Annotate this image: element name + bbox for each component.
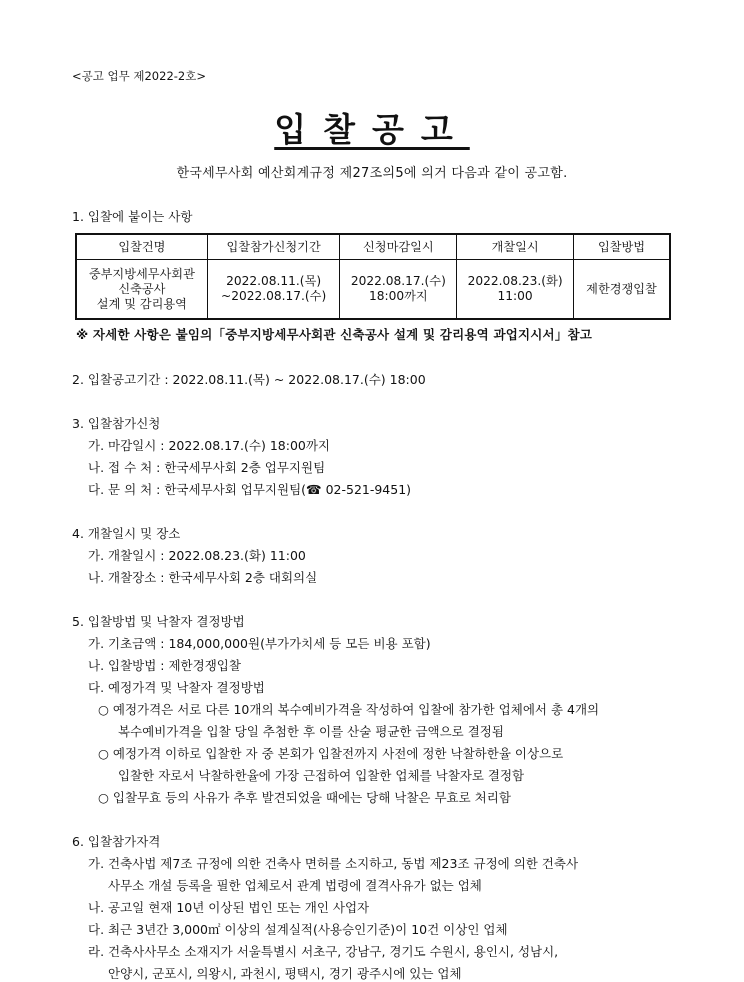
list-item: 나. 개찰장소 : 한국세무사회 2층 대회의실 [88, 570, 318, 585]
bullet-item: ○ 예정가격은 서로 다른 10개의 복수예비가격을 작성하여 입찰에 참가한 업체에서 총 4개의 [98, 702, 600, 717]
table-header-cell: 입찰참가신청기간 [207, 234, 340, 260]
bullet-item-continuation: 복수예비가격을 입찰 당일 추첨한 후 이를 산술 평균한 금액으로 결정됨 [118, 724, 504, 739]
page-title: 입찰공고 [274, 110, 470, 149]
table-header-row [76, 234, 670, 260]
list-item: 가. 건축사법 제7조 규정에 의한 건축사 면허를 소지하고, 동법 제23조 규정에 의한 건축사 [88, 856, 579, 871]
list-item: 가. 기초금액 : 184,000,000원(부가가치세 등 모든 비용 포함) [88, 636, 431, 651]
table-row [76, 260, 670, 320]
notice-reference-number: <공고 업무 제2022-2호> [72, 69, 206, 83]
table-cell-opening-date: 2022.08.23.(화) 11:00 [457, 260, 574, 320]
list-item: 라. 건축사사무소 소재지가 서울특별시 서초구, 강남구, 경기도 수원시, 용인시, 성남시, [88, 944, 559, 959]
table-cell-application-period: 2022.08.11.(목) ~2022.08.17.(수) [207, 260, 340, 320]
table-cell-project-name: 중부지방세무사회관 신축공사 설계 및 감리용역 [76, 260, 207, 320]
bullet-item-continuation: 입찰한 자로서 낙찰하한율에 가장 근접하여 입찰한 업체를 낙찰자로 결정함 [118, 768, 525, 783]
list-item: 다. 문 의 처 : 한국세무사회 업무지원팀(☎ 02-521-9451) [88, 482, 412, 497]
list-item: 나. 입찰방법 : 제한경쟁입찰 [88, 658, 241, 673]
section-5-heading: 5. 입찰방법 및 낙찰자 결정방법 [72, 614, 245, 629]
list-item-continuation: 안양시, 군포시, 의왕시, 과천시, 평택시, 경기 광주시에 있는 업체 [108, 966, 462, 981]
list-item-continuation: 사무소 개설 등록을 필한 업체로서 관계 법령에 결격사유가 없는 업체 [108, 878, 482, 893]
list-item: 나. 공고일 현재 10년 이상된 법인 또는 개인 사업자 [88, 900, 370, 915]
list-item: 나. 접 수 처 : 한국세무사회 2층 업무지원팀 [88, 460, 326, 475]
bullet-item: ○ 예정가격 이하로 입찰한 자 중 본회가 입찰전까지 사전에 정한 낙찰하한율 이상으로 [98, 746, 564, 761]
section-2-heading: 2. 입찰공고기간 : 2022.08.11.(목) ~ 2022.08.17.(수) 18:00 [72, 372, 426, 387]
bullet-item: ○ 입찰무효 등의 사유가 추후 발견되었을 때에는 당해 낙찰은 무효로 처리함 [98, 790, 511, 805]
table-header-cell: 신청마감일시 [340, 234, 457, 260]
bid-info-table [75, 233, 671, 320]
list-item: 다. 최근 3년간 3,000㎡ 이상의 설계실적(사용승인기준)이 10건 이상인 업체 [88, 922, 508, 937]
table-cell-bid-method: 제한경쟁입찰 [573, 260, 670, 320]
table-cell-deadline: 2022.08.17.(수) 18:00까지 [340, 260, 457, 320]
list-item: 가. 마감일시 : 2022.08.17.(수) 18:00까지 [88, 438, 330, 453]
table-header-cell: 입찰건명 [76, 234, 207, 260]
section-1-heading: 1. 입찰에 붙이는 사항 [72, 209, 193, 224]
section-3-heading: 3. 입찰참가신청 [72, 416, 161, 431]
table-header-cell: 입찰방법 [573, 234, 670, 260]
intro-text: 한국세무사회 예산회계규정 제27조의5에 의거 다음과 같이 공고함. [176, 166, 568, 181]
list-item: 가. 개찰일시 : 2022.08.23.(화) 11:00 [88, 548, 306, 563]
section-4-heading: 4. 개찰일시 및 장소 [72, 526, 181, 541]
list-item: 다. 예정가격 및 낙찰자 결정방법 [88, 680, 265, 695]
reference-note: ※ 자세한 사항은 붙임의「중부지방세무사회관 신축공사 설계 및 감리용역 과업지시서」참고 [76, 327, 593, 342]
section-6-heading: 6. 입찰참가자격 [72, 834, 161, 849]
table-header-cell: 개찰일시 [457, 234, 574, 260]
